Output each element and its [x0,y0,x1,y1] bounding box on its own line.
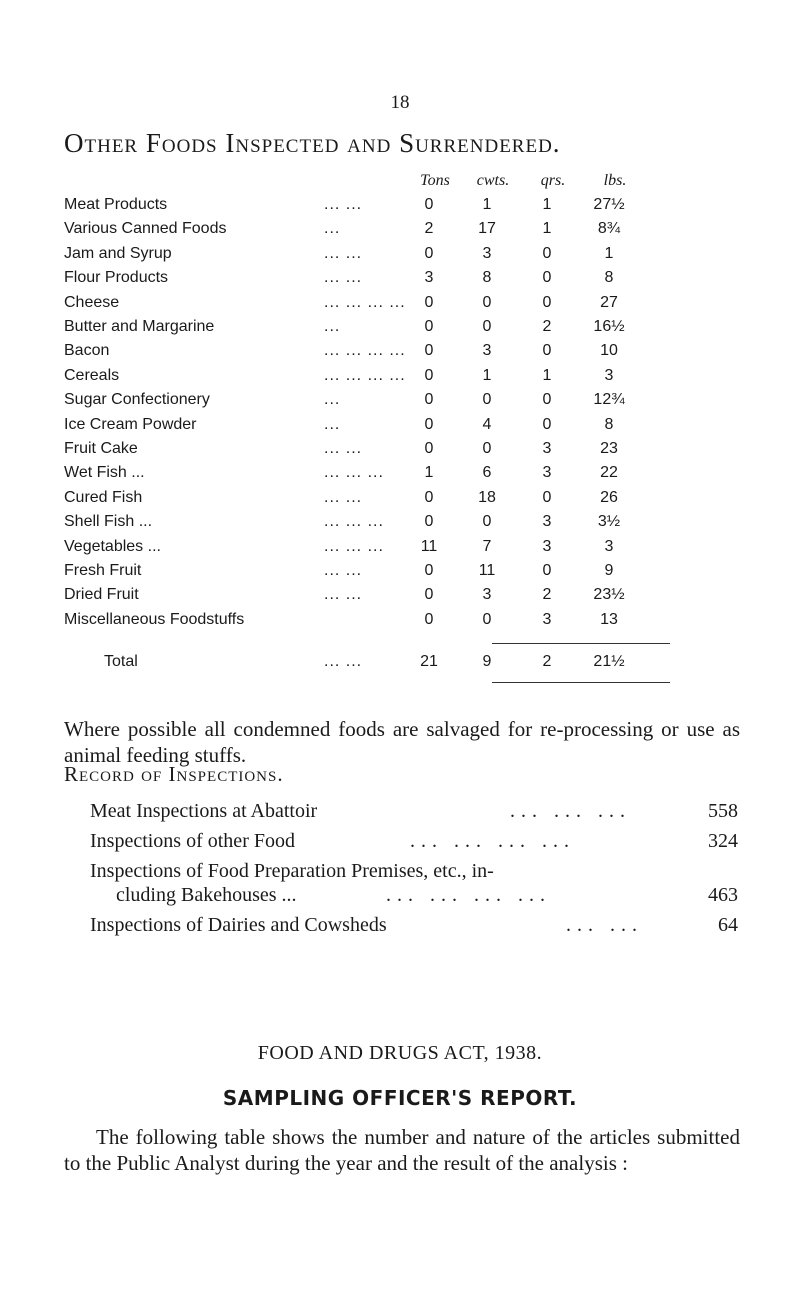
row-label: Miscellaneous Foodstuffs [64,610,245,628]
leader-dots: ... [324,318,341,335]
qrs-cell: 0 [542,391,552,409]
inspection-label-continued: cluding Bakehouses ... [116,884,297,906]
tons-cell: 21 [420,653,438,671]
leader-dots: ... [324,415,341,433]
leader-dots: ... ... [324,653,363,671]
lbs-cell: 1 [604,244,614,262]
tons-cell: 0 [424,415,434,433]
lbs-cell: 22 [600,464,618,482]
row-label: Flour Products [64,269,169,287]
cwts-cell: 4 [482,415,492,433]
tons-cell: 3 [424,269,434,287]
lbs-cell: 13 [600,610,618,628]
cwts-cell: 1 [482,196,492,213]
table-row [64,342,744,366]
leader-dots: ... ... [324,562,363,579]
cwts-cell: 0 [482,293,492,311]
table-row [64,513,744,537]
qrs-cell: 0 [542,244,552,262]
qrs-cell: 2 [542,586,552,604]
inspection-label: Inspections of Food Preparation Premises, etc., in- [90,860,494,882]
inspection-value: 558 [708,800,738,822]
table-row [64,586,744,610]
leader-dots: ... ... [324,244,363,262]
column-header-lbs: lbs. [603,172,627,189]
lbs-cell: 16½ [593,318,625,335]
leader-dots: ... ... ... [324,513,384,531]
leader-dots: ... ... [324,269,363,287]
inspections-section-title: Record of Inspections. [64,762,284,786]
row-label: Fruit Cake [64,440,138,457]
tons-cell: 0 [424,586,434,604]
tons-cell: 0 [424,513,434,531]
table-row [64,196,744,220]
qrs-cell: 0 [542,415,552,433]
row-label: Cheese [64,293,120,311]
qrs-cell: 1 [542,196,552,213]
tons-cell: 0 [424,318,434,335]
row-label: Various Canned Foods [64,220,227,238]
table-row [64,464,744,488]
lbs-cell: 12¾ [593,391,625,409]
cwts-cell: 0 [482,318,492,335]
inspection-value: 463 [708,884,738,906]
cwts-cell: 11 [478,562,496,579]
qrs-cell: 3 [542,537,552,555]
table-row [64,538,744,562]
leader-dots: ... ... [324,440,363,457]
row-label: Sugar Confectionery [64,391,210,409]
tons-cell: 0 [424,366,434,384]
row-label: Dried Fruit [64,586,139,604]
cwts-cell: 3 [482,586,492,604]
page-number: 18 [390,92,410,113]
leader-dots: ... ... ... ... [324,293,406,311]
leader-dots: ... [324,391,341,409]
lbs-cell: 8 [604,415,614,433]
total-rule-bottom [492,682,670,683]
table-row [64,489,744,513]
leader-dots: ... ... ... [324,464,384,482]
tons-cell: 0 [424,562,434,579]
inspection-label: Meat Inspections at Abattoir [90,800,318,822]
lbs-cell: 26 [600,488,618,506]
lbs-cell: 8¾ [597,220,621,238]
salvage-note: Where possible all condemned foods are salvaged for re-processing or use as animal feeding stuffs. [64,717,740,767]
cwts-cell: 8 [482,269,492,287]
table-row [64,391,744,415]
tons-cell: 11 [420,537,438,555]
table-row [64,416,744,440]
qrs-cell: 0 [542,562,552,579]
lbs-cell: 21½ [593,653,625,671]
tons-cell: 0 [424,610,434,628]
row-label: Meat Products [64,196,168,213]
intro-paragraph: The following table shows the number and nature of the articles submitted to the Public Analyst during the year and the result of the analysis : [64,1125,740,1175]
inspection-item [90,800,738,828]
tons-cell: 0 [424,244,434,262]
table-row [64,294,744,318]
tons-cell: 0 [424,293,434,311]
column-header-tons: Tons [420,172,450,189]
row-label: Butter and Margarine [64,318,215,335]
row-label: Total [104,653,138,671]
lbs-cell: 27 [600,293,618,311]
tons-cell: 0 [424,488,434,506]
inspection-value: 324 [708,830,738,852]
inspection-label: Inspections of Dairies and Cowsheds [90,914,387,936]
lbs-cell: 10 [600,342,618,360]
leader-dots: ... ... [324,196,363,213]
table-row [64,440,744,464]
total-rule-top [492,643,670,644]
lbs-cell: 8 [604,269,614,287]
row-label: Cereals [64,366,120,384]
qrs-cell: 0 [542,293,552,311]
act-title: FOOD AND DRUGS ACT, 1938. [257,1042,543,1064]
qrs-cell: 3 [542,513,552,531]
cwts-cell: 1 [482,366,492,384]
lbs-cell: 23 [600,440,618,457]
cwts-cell: 17 [478,220,496,238]
column-header-cwts: cwts. [476,172,510,189]
lbs-cell: 3 [604,366,614,384]
leader-dots: ... [324,220,341,238]
table-row [64,220,744,244]
total-row [64,653,744,677]
inspection-item [90,914,738,942]
leader-dots: ... ... [324,586,363,604]
inspection-item [90,830,738,858]
qrs-cell: 3 [542,464,552,482]
cwts-cell: 0 [482,610,492,628]
lbs-cell: 3½ [597,513,621,531]
table-row [64,562,744,586]
cwts-cell: 0 [482,513,492,531]
row-label: Wet Fish ... [64,464,145,482]
leader-dots: ... ... ... ... [324,342,406,360]
cwts-cell: 18 [478,488,496,506]
row-label: Ice Cream Powder [64,415,197,433]
lbs-cell: 27½ [593,196,625,213]
column-header-qrs: qrs. [540,172,566,189]
qrs-cell: 2 [542,318,552,335]
table-row [64,611,744,635]
leader-dots: ... ... ... ... [386,884,551,906]
qrs-cell: 2 [542,653,552,671]
cwts-cell: 0 [482,440,492,457]
qrs-cell: 3 [542,610,552,628]
qrs-cell: 0 [542,488,552,506]
leader-dots: ... ... ... ... [410,830,575,852]
tons-cell: 0 [424,440,434,457]
table-row [64,318,744,342]
inspection-item-continued [116,884,738,912]
table-row [64,245,744,269]
tons-cell: 0 [424,391,434,409]
row-label: Shell Fish ... [64,513,153,531]
lbs-cell: 3 [604,537,614,555]
cwts-cell: 6 [482,464,492,482]
tons-cell: 0 [424,196,434,213]
leader-dots: ... ... ... ... [324,366,406,384]
tons-cell: 1 [424,464,434,482]
inspection-value: 64 [718,914,738,936]
tons-cell: 2 [424,220,434,238]
lbs-cell: 9 [604,562,614,579]
cwts-cell: 0 [482,391,492,409]
lbs-cell: 23½ [593,586,625,604]
inspection-label: Inspections of other Food [90,830,295,852]
qrs-cell: 3 [542,440,552,457]
row-label: Vegetables ... [64,537,161,555]
leader-dots: ... ... ... [510,800,631,822]
table-row [64,269,744,293]
row-label: Fresh Fruit [64,562,142,579]
row-label: Cured Fish [64,488,143,506]
officer-report-title: SAMPLING OFFICER'S REPORT. [222,1086,578,1110]
cwts-cell: 9 [482,653,492,671]
table-row [64,367,744,391]
row-label: Bacon [64,342,110,360]
cwts-cell: 7 [482,537,492,555]
qrs-cell: 0 [542,342,552,360]
row-label: Jam and Syrup [64,244,172,262]
leader-dots: ... ... [566,914,643,936]
qrs-cell: 1 [542,366,552,384]
cwts-cell: 3 [482,244,492,262]
cwts-cell: 3 [482,342,492,360]
leader-dots: ... ... [324,488,363,506]
foods-section-title: Other Foods Inspected and Surrendered. [64,128,561,158]
qrs-cell: 1 [542,220,552,238]
tons-cell: 0 [424,342,434,360]
qrs-cell: 0 [542,269,552,287]
leader-dots: ... ... ... [324,537,384,555]
